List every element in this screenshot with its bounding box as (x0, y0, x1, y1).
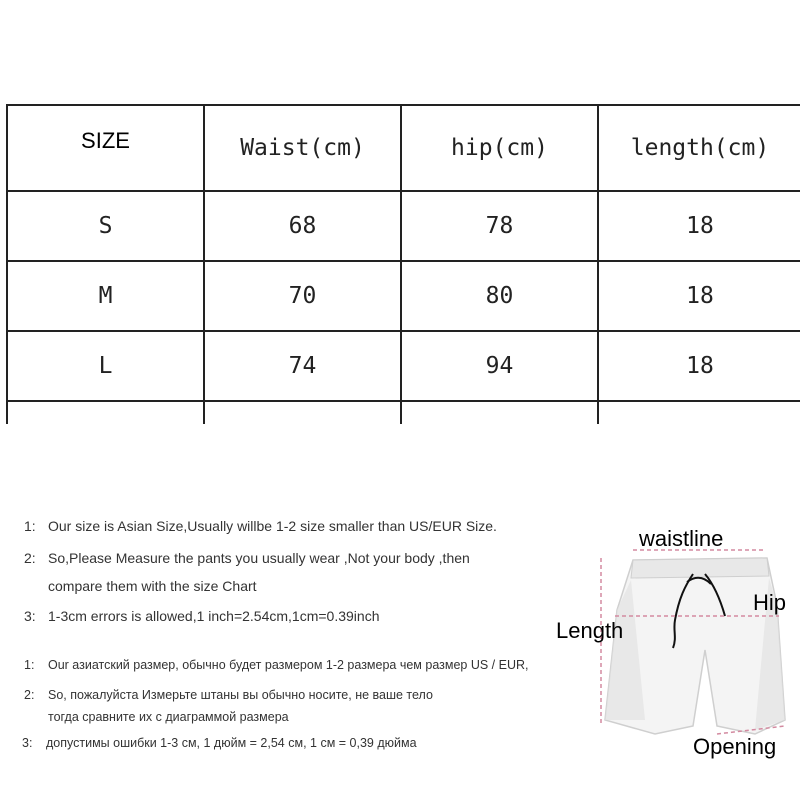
hip-cell: 80 (401, 261, 598, 331)
note-text: compare them with the size Chart (48, 578, 257, 594)
note-en-2 (24, 550, 470, 566)
note-ru-3 (22, 736, 417, 750)
hip-cell: 78 (401, 191, 598, 261)
table-row (7, 331, 800, 401)
empty-cell (401, 401, 598, 424)
header-hip: hip(cm) (401, 105, 598, 191)
note-number: 3: (24, 608, 36, 624)
note-ru-2-cont (24, 710, 289, 724)
table-cut-row (7, 401, 800, 424)
table-row (7, 191, 800, 261)
header-waist: Waist(cm) (204, 105, 401, 191)
size-chart-table (6, 104, 800, 424)
note-text: допустимы ошибки 1-3 см, 1 дюйм = 2,54 см, 1 см = 0,39 дюйма (46, 736, 417, 750)
length-cell: 18 (598, 331, 800, 401)
note-number: 2: (24, 550, 36, 566)
waist-cell: 68 (204, 191, 401, 261)
waistline-label: waistline (639, 526, 724, 551)
waist-cell: 74 (204, 331, 401, 401)
note-en-1 (24, 518, 497, 534)
note-text: Our size is Asian Size,Usually willbe 1-2 size smaller than US/EUR Size. (48, 518, 497, 534)
size-cell: L (7, 331, 204, 401)
note-number: 2: (24, 688, 35, 702)
table-header-row (7, 105, 800, 191)
note-text: So, пожалуйста Измерьте штаны вы обычно носите, не ваше тело (48, 688, 433, 702)
note-number: 1: (24, 658, 35, 672)
waist-cell: 70 (204, 261, 401, 331)
note-en-2-cont (24, 578, 257, 594)
length-label: Length (556, 618, 624, 643)
note-en-3 (24, 608, 380, 624)
hip-label: Hip (753, 590, 787, 615)
note-number: 1: (24, 518, 36, 534)
empty-cell (598, 401, 800, 424)
hip-cell: 94 (401, 331, 598, 401)
note-ru-2 (24, 688, 433, 702)
waistband (631, 558, 769, 578)
empty-cell (204, 401, 401, 424)
shorts-measurement-diagram (555, 520, 800, 790)
size-cell: M (7, 261, 204, 331)
length-cell: 18 (598, 191, 800, 261)
header-length: length(cm) (598, 105, 800, 191)
note-text: So,Please Measure the pants you usually wear ,Not your body ,then (48, 550, 470, 566)
size-cell: S (7, 191, 204, 261)
table-row (7, 261, 800, 331)
header-size: SIZE (7, 105, 204, 191)
note-ru-1 (24, 658, 529, 672)
opening-label: Opening (693, 734, 777, 759)
note-number: 3: (22, 736, 33, 750)
length-cell: 18 (598, 261, 800, 331)
note-text: тогда сравните их с диаграммой размера (48, 710, 289, 724)
note-text: 1-3cm errors is allowed,1 inch=2.54cm,1cm=0.39inch (48, 608, 380, 624)
empty-cell (7, 401, 204, 424)
note-text: Our азиатский размер, обычно будет размером 1-2 размера чем размер US / EUR, (48, 658, 529, 672)
